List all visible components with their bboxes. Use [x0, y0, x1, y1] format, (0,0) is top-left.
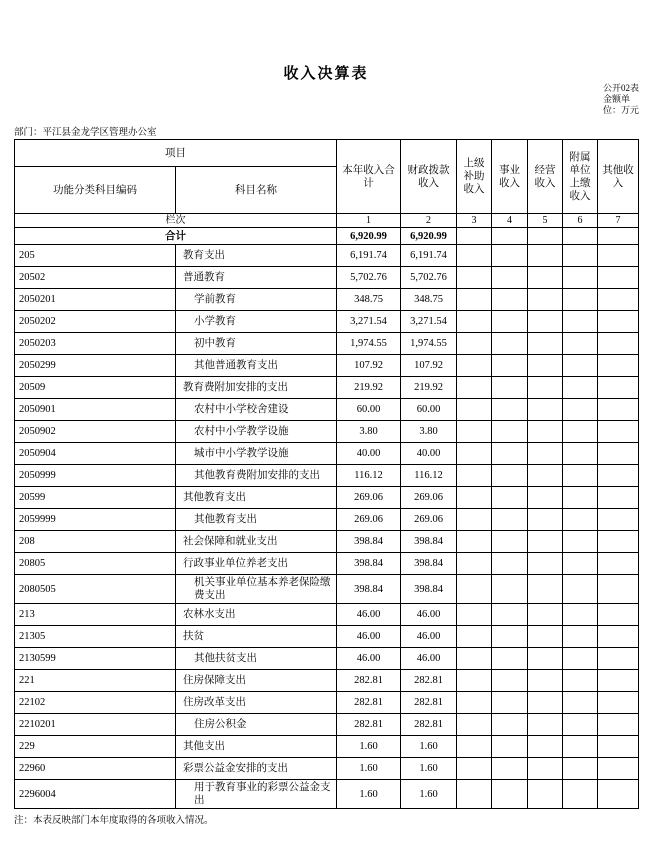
empty-cell: [457, 758, 492, 780]
empty-cell: [598, 780, 639, 809]
row-total: 398.84: [337, 575, 401, 604]
empty-cell: [528, 692, 563, 714]
empty-cell: [528, 399, 563, 421]
row-total: 116.12: [337, 465, 401, 487]
empty-cell: [457, 289, 492, 311]
row-fiscal: 46.00: [401, 648, 457, 670]
row-fiscal: 60.00: [401, 399, 457, 421]
header-row-project: [15, 140, 639, 167]
empty-cell: [457, 692, 492, 714]
row-code: 22102: [15, 692, 176, 714]
empty-cell: [598, 604, 639, 626]
table-row: [15, 355, 639, 377]
header-name: 科目名称: [176, 167, 337, 214]
row-fiscal: 1.60: [401, 780, 457, 809]
empty-cell: [528, 648, 563, 670]
row-name: 教育支出: [176, 245, 337, 267]
empty-cell: [528, 267, 563, 289]
table-row: [15, 245, 639, 267]
row-name: 其他普通教育支出: [176, 355, 337, 377]
empty-cell: [492, 736, 528, 758]
empty-cell: [598, 553, 639, 575]
empty-cell: [457, 509, 492, 531]
row-fiscal: 1.60: [401, 736, 457, 758]
row-total: 1.60: [337, 780, 401, 809]
empty-cell: [563, 626, 598, 648]
empty-cell: [563, 289, 598, 311]
row-code: 229: [15, 736, 176, 758]
empty-cell: [598, 289, 639, 311]
table-body: [15, 245, 639, 809]
empty-cell: [598, 228, 639, 245]
empty-cell: [457, 780, 492, 809]
empty-cell: [457, 648, 492, 670]
row-code: 221: [15, 670, 176, 692]
row-name: 农村中小学校舍建设: [176, 399, 337, 421]
empty-cell: [563, 531, 598, 553]
income-table: [14, 139, 639, 809]
row-name: 用于教育事业的彩票公益金支出: [176, 780, 337, 809]
empty-cell: [563, 575, 598, 604]
rank-value: 4: [492, 214, 528, 228]
total-fiscal: 6,920.99: [401, 228, 457, 245]
empty-cell: [492, 509, 528, 531]
empty-cell: [598, 355, 639, 377]
row-fiscal: 1,974.55: [401, 333, 457, 355]
row-fiscal: 282.81: [401, 692, 457, 714]
row-code: 20805: [15, 553, 176, 575]
total-row: [15, 228, 639, 245]
empty-cell: [598, 692, 639, 714]
rank-value: 1: [337, 214, 401, 228]
empty-cell: [563, 333, 598, 355]
row-code: 213: [15, 604, 176, 626]
row-fiscal: 3,271.54: [401, 311, 457, 333]
empty-cell: [598, 670, 639, 692]
row-code: 2050203: [15, 333, 176, 355]
rank-value: 5: [528, 214, 563, 228]
row-name: 城市中小学教学设施: [176, 443, 337, 465]
row-total: 282.81: [337, 670, 401, 692]
row-name: 初中教育: [176, 333, 337, 355]
table-wrap: [14, 139, 638, 826]
row-total: 398.84: [337, 531, 401, 553]
empty-cell: [528, 377, 563, 399]
table-row: [15, 553, 639, 575]
empty-cell: [492, 487, 528, 509]
empty-cell: [598, 421, 639, 443]
row-code: 2050299: [15, 355, 176, 377]
row-fiscal: 46.00: [401, 604, 457, 626]
row-code: 2050201: [15, 289, 176, 311]
empty-cell: [492, 780, 528, 809]
row-total: 107.92: [337, 355, 401, 377]
row-name: 住房改革支出: [176, 692, 337, 714]
row-total: 282.81: [337, 692, 401, 714]
empty-cell: [492, 245, 528, 267]
empty-cell: [492, 692, 528, 714]
rank-value: 6: [563, 214, 598, 228]
empty-cell: [492, 575, 528, 604]
empty-cell: [528, 604, 563, 626]
row-code: 2050902: [15, 421, 176, 443]
empty-cell: [528, 355, 563, 377]
table-row: [15, 575, 639, 604]
empty-cell: [457, 443, 492, 465]
row-total: 1.60: [337, 736, 401, 758]
empty-cell: [563, 553, 598, 575]
empty-cell: [492, 531, 528, 553]
empty-cell: [598, 648, 639, 670]
table-row: [15, 714, 639, 736]
empty-cell: [563, 648, 598, 670]
empty-cell: [563, 443, 598, 465]
row-name: 其他教育费附加安排的支出: [176, 465, 337, 487]
table-row: [15, 267, 639, 289]
empty-cell: [598, 245, 639, 267]
empty-cell: [457, 736, 492, 758]
row-total: 269.06: [337, 487, 401, 509]
publication-block: [603, 83, 639, 116]
row-total: 46.00: [337, 604, 401, 626]
empty-cell: [598, 377, 639, 399]
empty-cell: [563, 714, 598, 736]
table-row: [15, 626, 639, 648]
empty-cell: [528, 228, 563, 245]
row-name: 农林水支出: [176, 604, 337, 626]
empty-cell: [598, 487, 639, 509]
row-code: 2050901: [15, 399, 176, 421]
empty-cell: [492, 758, 528, 780]
empty-cell: [563, 487, 598, 509]
row-code: 208: [15, 531, 176, 553]
empty-cell: [598, 714, 639, 736]
empty-cell: [598, 736, 639, 758]
row-fiscal: 398.84: [401, 575, 457, 604]
unit-label: 金额单位：万元: [603, 94, 640, 115]
row-code: 22960: [15, 758, 176, 780]
empty-cell: [492, 714, 528, 736]
table-row: [15, 443, 639, 465]
doc-number-label: 公开02表: [603, 83, 640, 93]
table-row: [15, 758, 639, 780]
empty-cell: [457, 245, 492, 267]
empty-cell: [492, 333, 528, 355]
empty-cell: [457, 377, 492, 399]
rank-label: 栏次: [15, 214, 337, 228]
header-col-affiliated-remittance: 附属单位上缴收入: [563, 140, 598, 214]
empty-cell: [598, 443, 639, 465]
empty-cell: [563, 355, 598, 377]
empty-cell: [563, 692, 598, 714]
empty-cell: [528, 575, 563, 604]
header-col-other-income: 其他收入: [598, 140, 639, 214]
row-code: 205: [15, 245, 176, 267]
row-total: 5,702.76: [337, 267, 401, 289]
header-col-current-year-total: 本年收入合计: [337, 140, 401, 214]
empty-cell: [528, 758, 563, 780]
empty-cell: [492, 443, 528, 465]
header-project: 项目: [15, 140, 337, 167]
row-name: 行政事业单位养老支出: [176, 553, 337, 575]
row-name: 小学教育: [176, 311, 337, 333]
row-code: 20502: [15, 267, 176, 289]
empty-cell: [492, 377, 528, 399]
row-name: 教育费附加安排的支出: [176, 377, 337, 399]
footnote: 注：本表反映部门本年度取得的各项收入情况。: [14, 816, 214, 826]
row-code: 2080505: [15, 575, 176, 604]
empty-cell: [528, 714, 563, 736]
row-name: 学前教育: [176, 289, 337, 311]
page-title: 收入决算表: [283, 66, 369, 82]
row-fiscal: 1.60: [401, 758, 457, 780]
table-row: [15, 377, 639, 399]
empty-cell: [492, 465, 528, 487]
empty-cell: [492, 553, 528, 575]
row-name: 住房保障支出: [176, 670, 337, 692]
row-total: 60.00: [337, 399, 401, 421]
row-total: 219.92: [337, 377, 401, 399]
empty-cell: [598, 575, 639, 604]
row-total: 46.00: [337, 648, 401, 670]
row-name: 其他教育支出: [176, 487, 337, 509]
table-row: [15, 670, 639, 692]
empty-cell: [492, 399, 528, 421]
empty-cell: [492, 228, 528, 245]
row-total: 40.00: [337, 443, 401, 465]
empty-cell: [598, 311, 639, 333]
empty-cell: [563, 736, 598, 758]
row-name: 机关事业单位基本养老保险缴费支出: [176, 575, 337, 604]
row-fiscal: 282.81: [401, 714, 457, 736]
row-fiscal: 107.92: [401, 355, 457, 377]
row-code: 2050999: [15, 465, 176, 487]
empty-cell: [528, 465, 563, 487]
row-total: 398.84: [337, 553, 401, 575]
empty-cell: [457, 311, 492, 333]
total-current-year: 6,920.99: [337, 228, 401, 245]
empty-cell: [492, 311, 528, 333]
table-row: [15, 648, 639, 670]
row-total: 3,271.54: [337, 311, 401, 333]
empty-cell: [492, 670, 528, 692]
empty-cell: [528, 736, 563, 758]
empty-cell: [457, 399, 492, 421]
empty-cell: [457, 575, 492, 604]
row-fiscal: 282.81: [401, 670, 457, 692]
empty-cell: [528, 421, 563, 443]
empty-cell: [528, 443, 563, 465]
row-code: 2059999: [15, 509, 176, 531]
empty-cell: [457, 626, 492, 648]
row-fiscal: 46.00: [401, 626, 457, 648]
empty-cell: [457, 421, 492, 443]
empty-cell: [598, 509, 639, 531]
row-name: 其他教育支出: [176, 509, 337, 531]
table-row: [15, 780, 639, 809]
row-fiscal: 398.84: [401, 553, 457, 575]
row-name: 其他支出: [176, 736, 337, 758]
rank-value: 3: [457, 214, 492, 228]
empty-cell: [563, 780, 598, 809]
table-row: [15, 604, 639, 626]
empty-cell: [563, 465, 598, 487]
row-total: 1,974.55: [337, 333, 401, 355]
department-label: 部门：平江县金龙学区管理办公室: [14, 128, 157, 138]
empty-cell: [528, 670, 563, 692]
empty-cell: [457, 714, 492, 736]
empty-cell: [492, 267, 528, 289]
table-row: [15, 311, 639, 333]
row-code: 2050904: [15, 443, 176, 465]
row-total: 46.00: [337, 626, 401, 648]
rank-row: [15, 214, 639, 228]
empty-cell: [492, 289, 528, 311]
table-row: [15, 333, 639, 355]
row-total: 6,191.74: [337, 245, 401, 267]
empty-cell: [457, 465, 492, 487]
header-col-business-income: 事业收入: [492, 140, 528, 214]
table-row: [15, 531, 639, 553]
empty-cell: [492, 648, 528, 670]
empty-cell: [563, 509, 598, 531]
empty-cell: [457, 267, 492, 289]
empty-cell: [528, 311, 563, 333]
row-code: 20599: [15, 487, 176, 509]
empty-cell: [528, 333, 563, 355]
row-total: 282.81: [337, 714, 401, 736]
row-total: 348.75: [337, 289, 401, 311]
empty-cell: [563, 421, 598, 443]
empty-cell: [492, 355, 528, 377]
empty-cell: [563, 758, 598, 780]
row-total: 3.80: [337, 421, 401, 443]
row-name: 住房公积金: [176, 714, 337, 736]
empty-cell: [598, 399, 639, 421]
empty-cell: [457, 553, 492, 575]
empty-cell: [457, 355, 492, 377]
empty-cell: [563, 399, 598, 421]
empty-cell: [528, 531, 563, 553]
empty-cell: [598, 267, 639, 289]
empty-cell: [492, 626, 528, 648]
empty-cell: [492, 604, 528, 626]
row-code: 2296004: [15, 780, 176, 809]
row-name: 普通教育: [176, 267, 337, 289]
empty-cell: [528, 289, 563, 311]
rank-value: 2: [401, 214, 457, 228]
empty-cell: [528, 626, 563, 648]
empty-cell: [457, 531, 492, 553]
table-row: [15, 692, 639, 714]
header-col-superior-subsidy: 上级补助收入: [457, 140, 492, 214]
row-name: 彩票公益金安排的支出: [176, 758, 337, 780]
empty-cell: [457, 604, 492, 626]
table-row: [15, 736, 639, 758]
empty-cell: [492, 421, 528, 443]
row-code: 21305: [15, 626, 176, 648]
row-fiscal: 348.75: [401, 289, 457, 311]
empty-cell: [598, 626, 639, 648]
empty-cell: [563, 604, 598, 626]
row-code: 20509: [15, 377, 176, 399]
empty-cell: [563, 670, 598, 692]
empty-cell: [563, 377, 598, 399]
row-code: 2050202: [15, 311, 176, 333]
row-code: 2210201: [15, 714, 176, 736]
empty-cell: [528, 780, 563, 809]
row-fiscal: 6,191.74: [401, 245, 457, 267]
rank-value: 7: [598, 214, 639, 228]
table-row: [15, 289, 639, 311]
row-code: 2130599: [15, 648, 176, 670]
total-label: 合计: [15, 228, 337, 245]
header-col-fiscal-appropriation: 财政拨款收入: [401, 140, 457, 214]
empty-cell: [457, 228, 492, 245]
header-code: 功能分类科目编码: [15, 167, 176, 214]
empty-cell: [528, 509, 563, 531]
empty-cell: [457, 487, 492, 509]
empty-cell: [598, 758, 639, 780]
table-row: [15, 509, 639, 531]
table-row: [15, 487, 639, 509]
row-fiscal: 5,702.76: [401, 267, 457, 289]
row-total: 1.60: [337, 758, 401, 780]
empty-cell: [528, 553, 563, 575]
empty-cell: [563, 311, 598, 333]
table-row: [15, 465, 639, 487]
empty-cell: [457, 670, 492, 692]
empty-cell: [563, 245, 598, 267]
table-row: [15, 421, 639, 443]
row-fiscal: 116.12: [401, 465, 457, 487]
empty-cell: [598, 531, 639, 553]
row-fiscal: 40.00: [401, 443, 457, 465]
row-name: 农村中小学教学设施: [176, 421, 337, 443]
row-name: 其他扶贫支出: [176, 648, 337, 670]
empty-cell: [528, 245, 563, 267]
row-fiscal: 219.92: [401, 377, 457, 399]
empty-cell: [563, 228, 598, 245]
row-name: 扶贫: [176, 626, 337, 648]
row-fiscal: 398.84: [401, 531, 457, 553]
empty-cell: [598, 333, 639, 355]
empty-cell: [457, 333, 492, 355]
row-fiscal: 3.80: [401, 421, 457, 443]
table-row: [15, 399, 639, 421]
empty-cell: [598, 465, 639, 487]
row-fiscal: 269.06: [401, 487, 457, 509]
empty-cell: [528, 487, 563, 509]
row-fiscal: 269.06: [401, 509, 457, 531]
row-name: 社会保障和就业支出: [176, 531, 337, 553]
header-col-operating-income: 经营收入: [528, 140, 563, 214]
empty-cell: [563, 267, 598, 289]
row-total: 269.06: [337, 509, 401, 531]
